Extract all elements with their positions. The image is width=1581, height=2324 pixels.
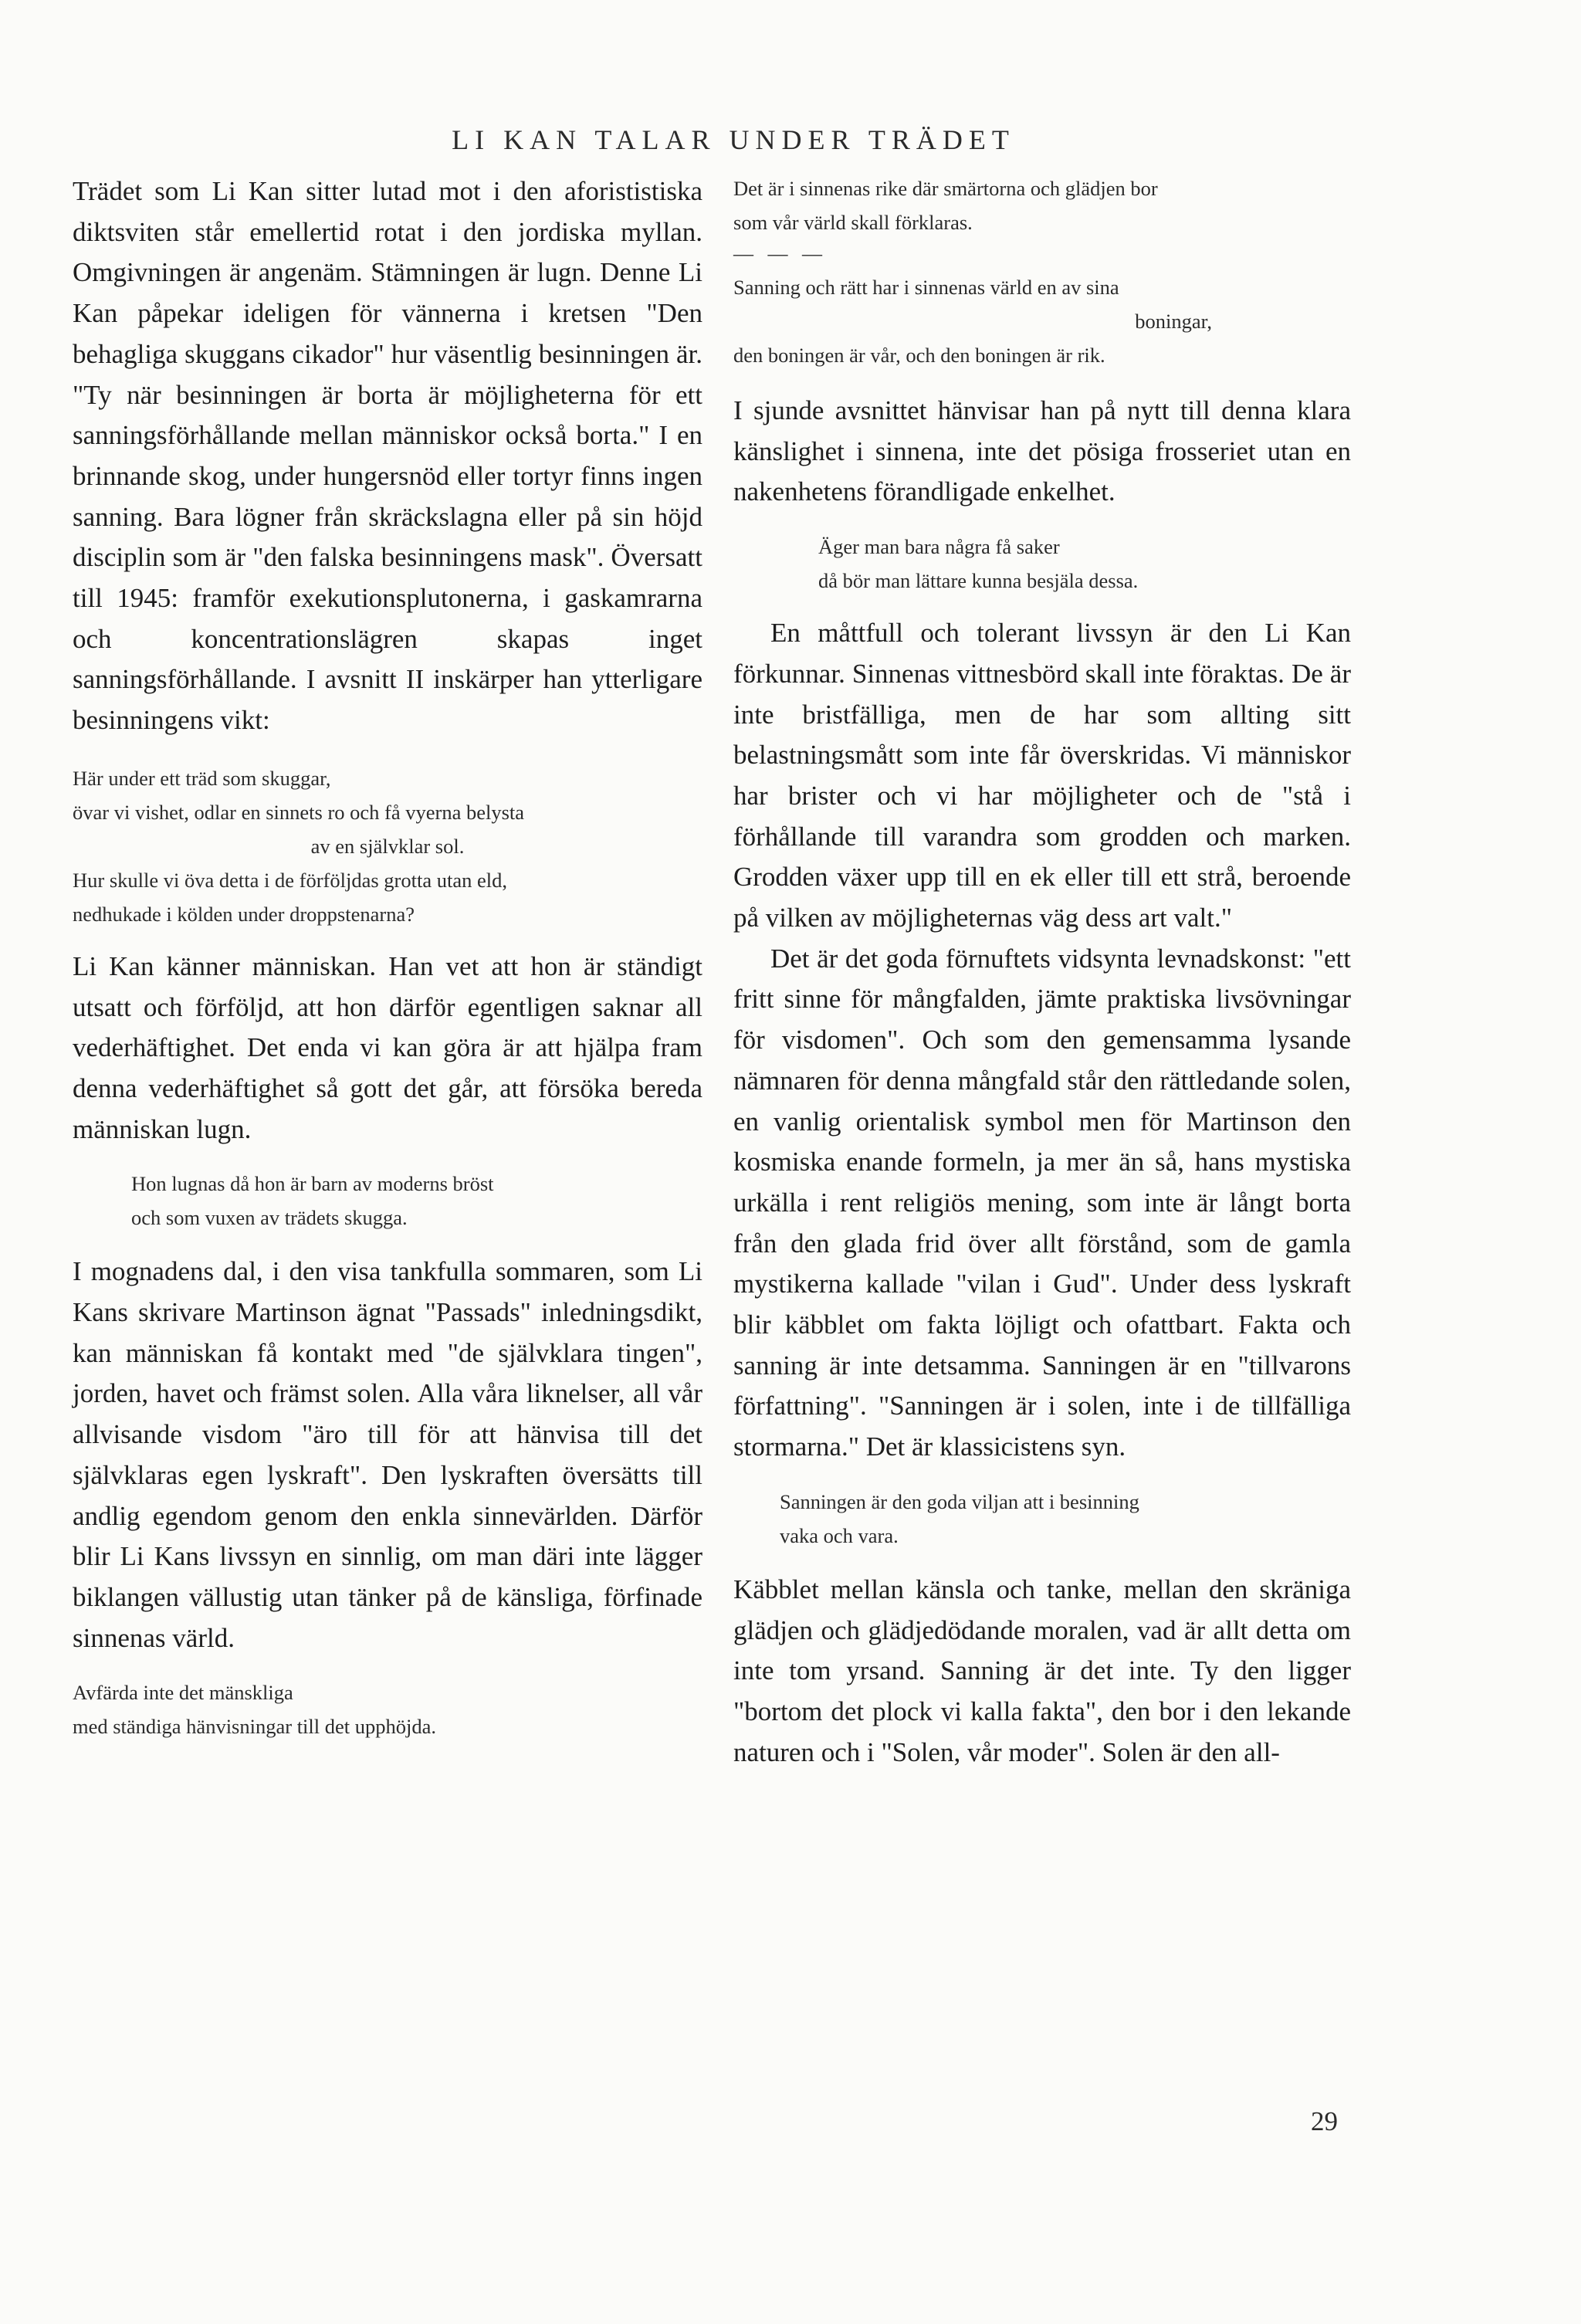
poem-line: Sanningen är den goda viljan att i besinning	[780, 1489, 1139, 1513]
poem-line: Det är i sinnenas rike där smärtorna och glädjen bor	[733, 177, 1158, 200]
paragraph: Det är det goda förnuftets vidsynta levnadskonst: "ett fritt sinne för mångfalden, jämte praktiska livsövningar för visdomen". Och som den gemensamma lysande nämnaren för denna mångfald står den rättledande solen, en vanlig orientalisk symbol men för Martinson den kosmiska enande formeln, ja mer än så, hans mystiska urkälla i rent religiös mening, som inte är långt borta från den glada frid över allt förstånd, som de gamla mystikerna kallade "vilan i Gud". Under dess lyskraft blir käbblet om fakta löjligt och ofattbart. Fakta och sanning är inte detsamma. Sanningen är en "tillvarons författning". "Sanningen är i solen, inte i de tillfälliga stormarna." Det är klassicistens syn.	[733, 943, 1351, 1462]
poem-line: Här under ett träd som skuggar,	[73, 766, 331, 790]
left-column	[73, 171, 702, 1743]
poem-quote	[73, 1167, 702, 1235]
paragraph: Trädet som Li Kan sitter lutad mot i den aforististiska diktsviten står emellertid rotat i den jordiska myllan. Omgivningen är angenäm. Stämningen är lugn. Denne Li Kan påpekar ideligen för vännerna i kretsen "Den behagliga skuggans cikador" hur väsentlig besinningen är. "Ty när besinningen är borta är möjligheterna för ett sanningsförhållande mellan människor också borta." I en brinnande skog, under hungersnöd eller tortyr finns ingen sanning. Bara lögner från skräckslagna eller på sin höjd disciplin som är "den falska besinningens mask". Översatt till 1945: framför exekutionsplutonerna, i gaskamrarna och koncentrationslägren skapas inget sanningsförhållande. I avsnitt II inskärper han ytterligare besinningens vikt:	[73, 176, 702, 736]
poem-quote	[733, 530, 1351, 598]
poem-quote	[733, 171, 1351, 372]
poem-line: med ständiga hänvisningar till det upphöjda.	[73, 1715, 437, 1739]
poem-line: boningar,	[1135, 310, 1212, 333]
poem-line: och som vuxen av trädets skugga.	[131, 1206, 408, 1230]
poem-line: den boningen är vår, och den boningen är rik.	[733, 344, 1105, 367]
poem-line: av en självklar sol.	[310, 834, 465, 858]
poem-line: då bör man lättare kunna besjäla dessa.	[818, 569, 1139, 593]
poem-quote	[73, 761, 702, 931]
poem-line: Sanning och rätt har i sinnenas värld en av sina	[733, 276, 1119, 299]
paragraph: I sjunde avsnittet hänvisar han på nytt till denna klara känslighet i sinnena, inte det pösiga frosseriet utan en nakenhetens förandligade enkelhet.	[733, 395, 1351, 507]
poem-line: Äger man bara några få saker	[818, 535, 1060, 559]
right-column	[733, 171, 1351, 1773]
paragraph: Käbblet mellan känsla och tanke, mellan den skräniga glädjen och glädjedödande moralen, vad är allt detta om inte tom yrsand. Sanning är det inte. Ty den ligger "bortom det plock vi kalla fakta", den bor i den lekande naturen och i "Solen, vår moder". Solen är den all-	[733, 1574, 1351, 1767]
poem-line: Avfärda inte det mänskliga	[73, 1681, 293, 1705]
poem-line: nedhukade i kölden under droppstenarna?	[73, 902, 415, 926]
section-dashes: — — —	[733, 242, 827, 265]
paragraph: En måttfull och tolerant livssyn är den Li Kan förkunnar. Sinnenas vittnesbörd skall inte föraktas. De är inte bristfälliga, men de har som allting sitt belastningsmått som inte får överskridas. Vi människor har brister och vi har möjligheter och de "stå i förhållande till varandra som grodden och marken. Grodden växer upp till en ek eller till ett strå, beroende på vilken av möjligheternas väg dess art valt."	[733, 618, 1351, 933]
paragraph: Li Kan känner människan. Han vet att hon är ständigt utsatt och förföljd, att hon därför egentligen saknar all vederhäftighet. Det enda vi kan göra är att hjälpa fram denna vederhäftighet så gott det går, att försöka bereda människan lugn.	[73, 950, 702, 1144]
poem-line: som vår värld skall förklaras.	[733, 211, 973, 234]
poem-quote	[733, 1485, 1351, 1553]
paragraph: I mognadens dal, i den visa tankfulla sommaren, som Li Kans skrivare Martinson ägnat "Passads" inledningsdikt, kan människan få kontakt med "de självklara tingen", jorden, havet och främst solen. Alla våra liknelser, all vår allvisande visdom "äro till för att hänvisa till det självklaras egen lyskraft". Den lyskraften översätts till andlig egendom genom den enkla sinnevärlden. Därför blir Li Kans livssyn en sinnlig, om man däri inte lägger biklangen vällustig utan tänker på de känsliga, förfinade sinnenas värld.	[73, 1256, 702, 1653]
poem-quote	[73, 1675, 702, 1743]
poem-line: Hur skulle vi öva detta i de förföljdas grotta utan eld,	[73, 868, 507, 892]
poem-line: Hon lugnas då hon är barn av moderns bröst	[131, 1172, 494, 1196]
poem-line: övar vi vishet, odlar en sinnets ro och få vyerna belysta	[73, 800, 525, 824]
poem-line: vaka och vara.	[780, 1523, 899, 1547]
running-header: LI KAN TALAR UNDER TRÄDET	[452, 124, 1015, 155]
page-number: 29	[1311, 2106, 1338, 2136]
